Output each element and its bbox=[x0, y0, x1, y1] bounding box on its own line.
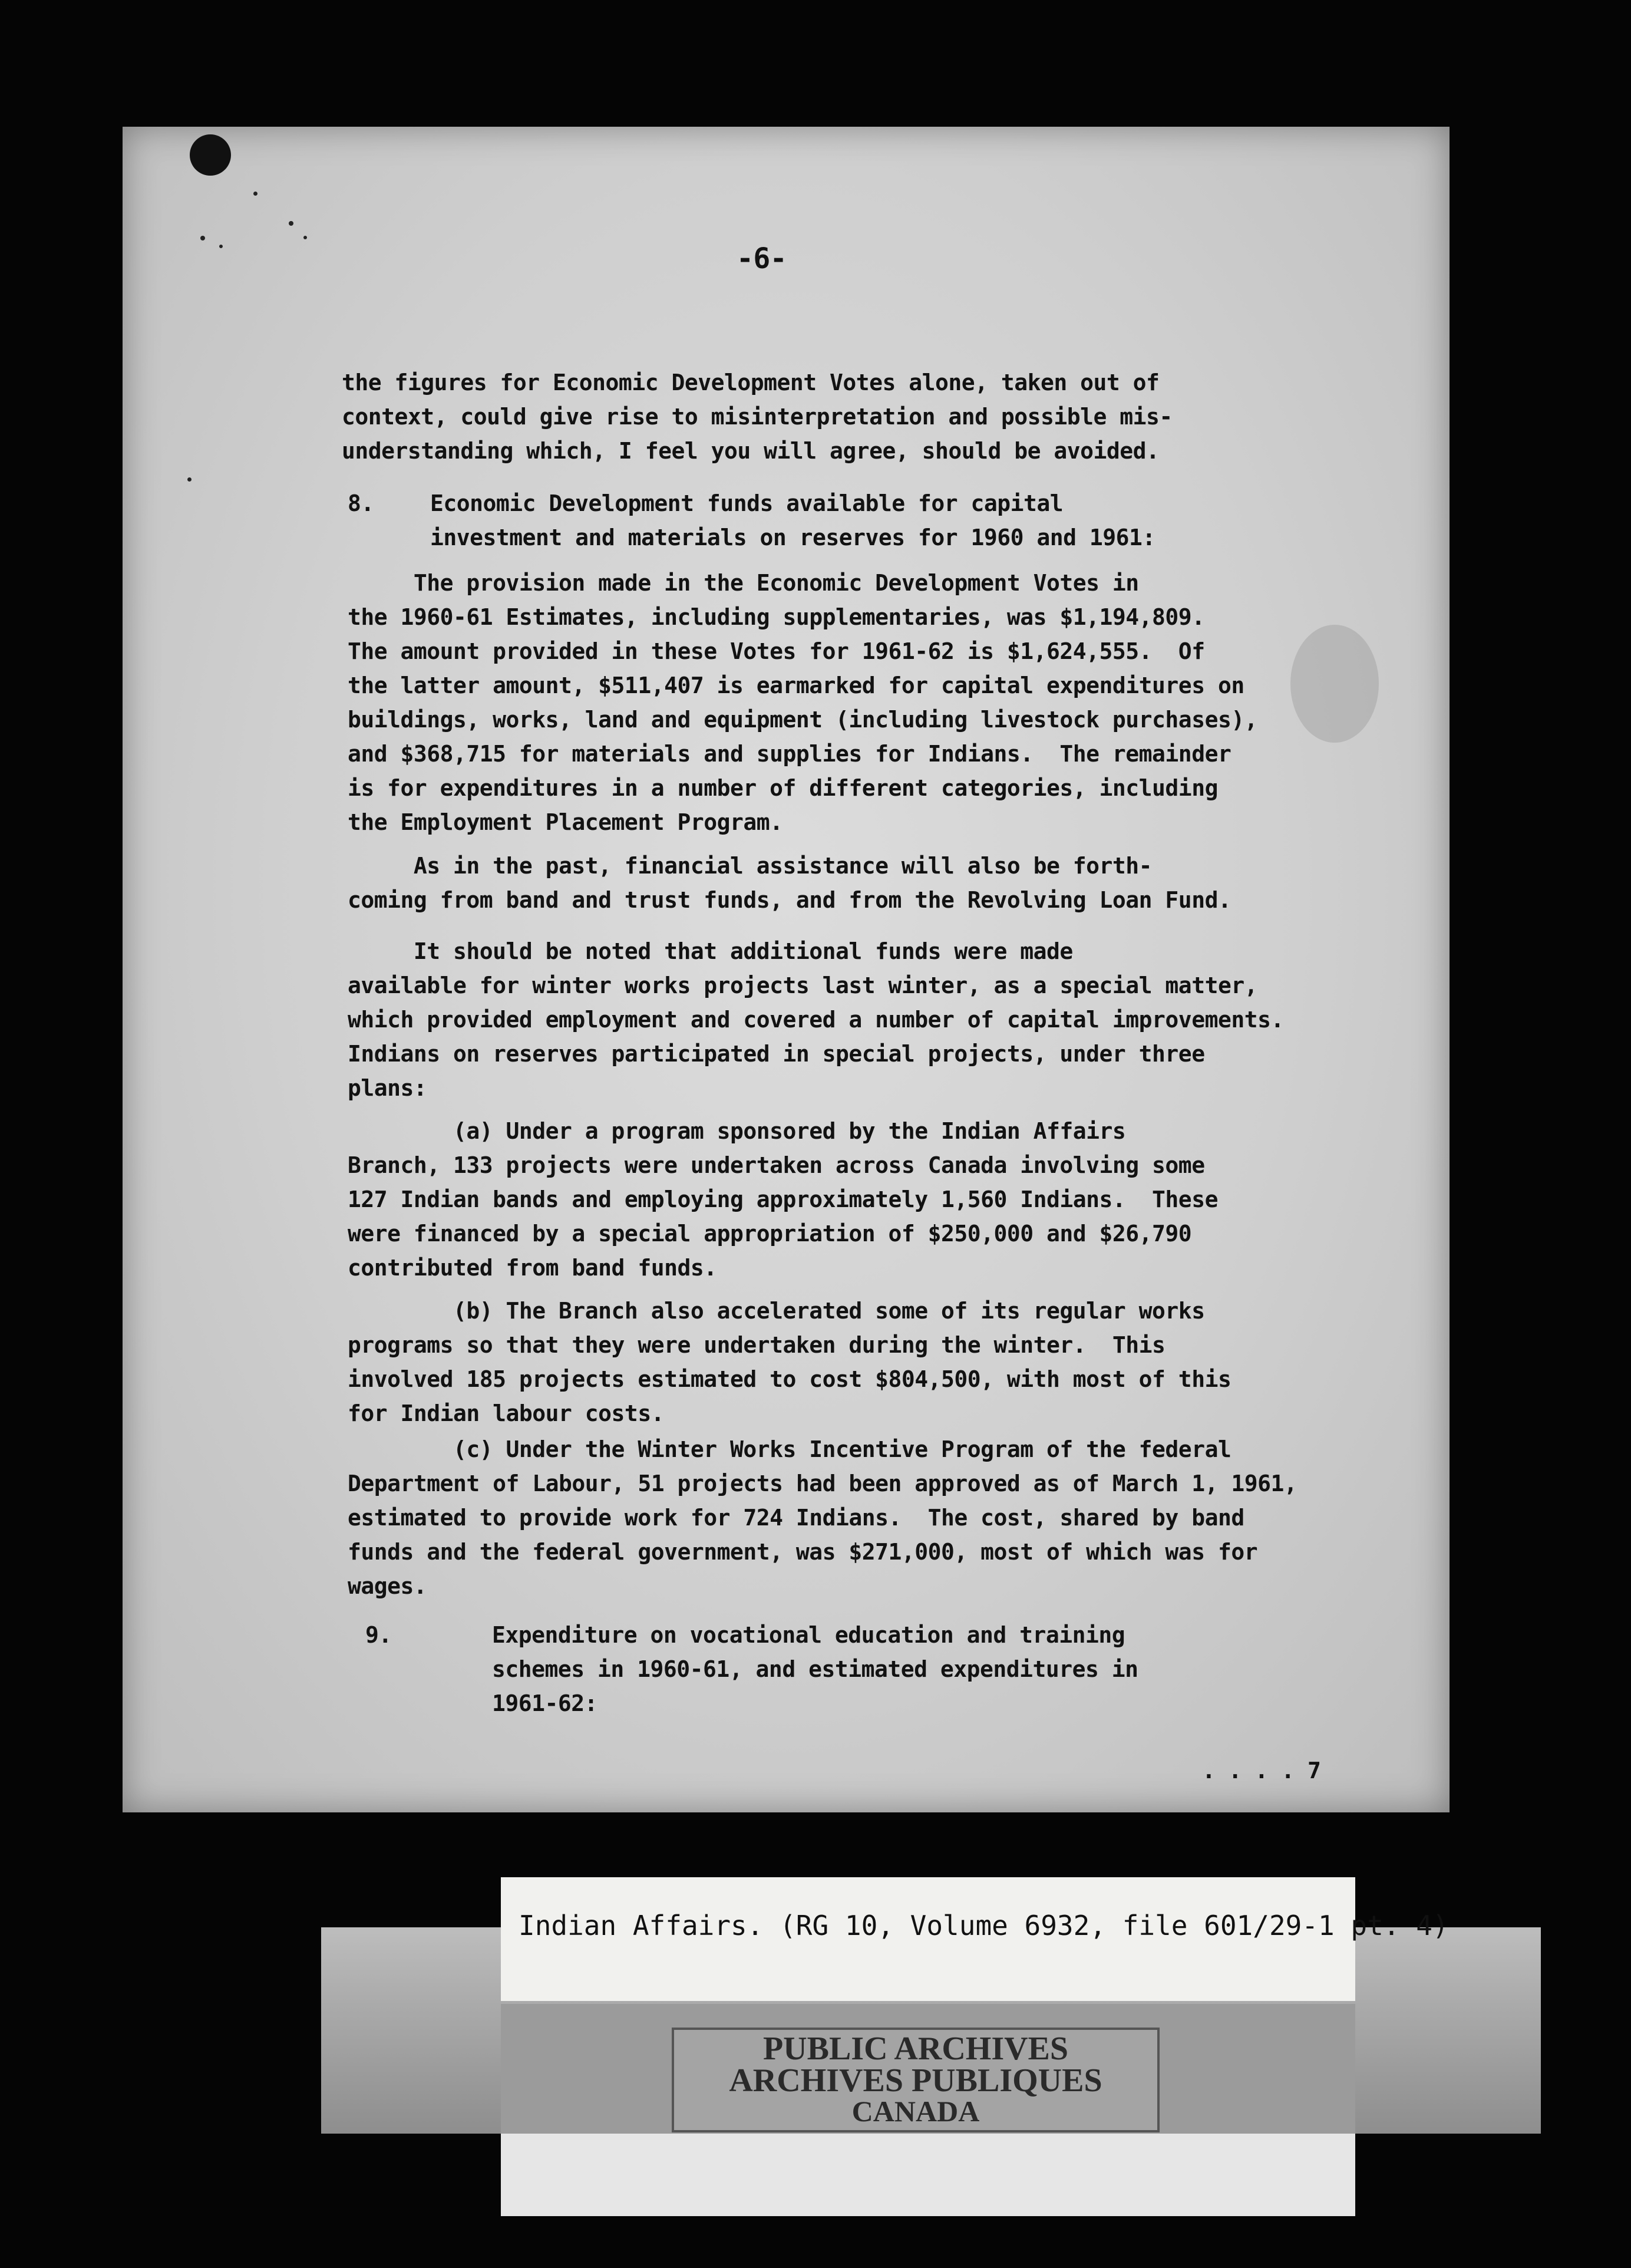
item-8-number: 8. bbox=[348, 490, 374, 516]
item-9-heading: Expenditure on vocational education and training schemes in 1960-61, and estimated expenditures in 1961-62: bbox=[492, 1622, 1138, 1716]
item-8-subparagraph-a: (a) Under a program sponsored by the Indian Affairs Branch, 133 projects were undertaken across Canada involving some 127 Indian bands and employing approximately 1,560 Indians. These were financed by a special appropriation of $250,000 and $26,790 contributed from band funds. bbox=[348, 1118, 1218, 1281]
item-8-heading: Economic Development funds available for capital investment and materials on reserves for 1960 and 1961: bbox=[430, 490, 1155, 550]
public-archives-stamp bbox=[672, 2028, 1160, 2132]
intro-paragraph: the figures for Economic Development Votes alone, taken out of context, could give rise to misinterpretation and possible mis- understanding which, I feel you will agree, should be avoided. bbox=[342, 370, 1173, 464]
stamp-line-1: PUBLIC ARCHIVES bbox=[762, 2030, 1069, 2067]
archive-folder-lower-strip bbox=[501, 2134, 1355, 2216]
dust-speck bbox=[289, 221, 293, 226]
dust-speck bbox=[303, 236, 307, 239]
item-8-paragraph-winter-works: It should be noted that additional funds were made available for winter works projects last winter, as a special matter, which provided employment and covered a number of capital improvements. Indians on reserves participated in special projects, under three plans: bbox=[348, 938, 1284, 1101]
paper-stain bbox=[1290, 625, 1379, 743]
item-8-paragraph-assistance: As in the past, financial assistance will also be forth- coming from band and trust funds, and from the Revolving Loan Fund. bbox=[348, 853, 1231, 913]
item-8-paragraph-provision: The provision made in the Economic Development Votes in the 1960-61 Estimates, including supplementaries, was $1,194,809. The amount provided in these Votes for 1961-62 is $1,624,555. Of the latter amount, $511,407 is earmarked for capital expenditures on buildings, works, land and equipment (including livestock purchases), and $368,715 for materials and supplies for Indians. The remainder is for expenditures in a number of different categories, including the Employment Placement Program. bbox=[348, 570, 1258, 835]
archive-reference-label bbox=[501, 1877, 1449, 2001]
archive-reference-text: Indian Affairs. (RG 10, Volume 6932, file 601/29-1 pt. 4) bbox=[519, 1910, 1449, 1941]
item-8-subparagraph-c: (c) Under the Winter Works Incentive Program of the federal Department of Labour, 51 projects had been approved as of March 1, 1961, estimated to provide work for 724 Indians. The cost, shared by band funds and the federal government, was $271,000, most of which was for wages. bbox=[348, 1436, 1297, 1599]
stamp-line-2: ARCHIVES PUBLIQUES bbox=[729, 2062, 1102, 2099]
dust-speck bbox=[219, 245, 223, 248]
stamp-line-3: CANADA bbox=[851, 2095, 980, 2128]
item-8-subparagraph-b: (b) The Branch also accelerated some of its regular works programs so that they were undertaken during the winter. This involved 185 projects estimated to cost $804,500, with most of this for Indian labour costs. bbox=[348, 1298, 1231, 1426]
item-9-number: 9. bbox=[365, 1622, 392, 1648]
dust-speck bbox=[253, 192, 257, 196]
continuation-marker: . . . . 7 bbox=[1202, 1758, 1321, 1784]
dust-speck bbox=[200, 236, 205, 240]
punch-hole bbox=[190, 134, 231, 176]
dust-speck bbox=[187, 477, 192, 482]
page-number: -6- bbox=[737, 242, 787, 275]
